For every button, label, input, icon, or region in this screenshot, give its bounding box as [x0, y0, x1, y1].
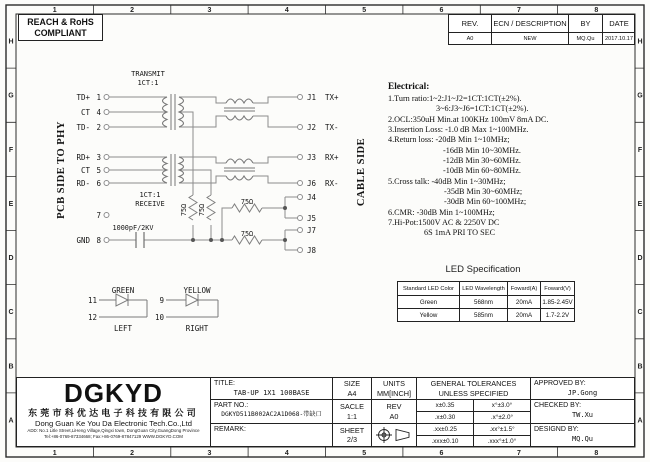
spec-line: -12dB Min 30~60MHz.	[443, 156, 521, 166]
jack-label: J4	[307, 193, 317, 202]
tolerance-cell: .xx±0.25	[417, 424, 474, 436]
tolerance-cell: .xx°±1.5°	[474, 424, 531, 436]
pin-label: TD+	[76, 93, 90, 102]
size-value: A4	[347, 388, 357, 398]
tolerance-cell: .xxx°±1.0°	[474, 436, 531, 446]
jack-signal: TX-	[325, 123, 339, 132]
company-name-en: Dong Guan Ke You Da Electronic Tech.Co.,Ltd	[35, 419, 192, 428]
jack-signal: TX+	[325, 93, 339, 102]
pin-number: 3	[96, 153, 101, 162]
cable-side-label: CABLE SIDE	[356, 137, 367, 207]
capacitor-value: 1000pF/2KV	[112, 224, 154, 232]
green-led	[88, 286, 147, 333]
electrical-title: Electrical:	[388, 82, 430, 92]
led-pin: 11	[87, 296, 97, 305]
rev-value-cell: 2017.10.17	[602, 32, 635, 44]
pin-number: 2	[96, 123, 101, 132]
receive-choke	[224, 159, 255, 180]
receive-transformer	[163, 154, 184, 186]
pin-number: 8	[96, 236, 101, 245]
transmit-label: TRANSMIT	[131, 70, 165, 78]
led-spec-cell: Yellow	[398, 308, 459, 321]
spec-line: 6.CMR: -30dB Min 1~100MHz;	[388, 207, 495, 217]
title-label: TITLE:	[214, 380, 236, 387]
transmit-choke	[224, 99, 255, 120]
approved-field	[531, 378, 634, 400]
sheet-field	[333, 424, 372, 446]
electrical-specs	[388, 82, 634, 239]
tolerance-cell: .xxx±0.10	[417, 436, 474, 446]
checked-label: CHECKED BY:	[534, 402, 582, 409]
zone-row: A	[637, 417, 643, 425]
pin-number: 1	[96, 93, 101, 102]
jack-signal: RX-	[325, 179, 339, 188]
units-label: UNITS	[383, 379, 405, 388]
zone-col: 2	[130, 450, 135, 457]
jack-label: J6	[307, 179, 317, 188]
zone-row: B	[8, 363, 14, 371]
compliance-line2: COMPLIANT	[34, 27, 87, 38]
zone-row: E	[8, 200, 14, 208]
pin-label: TD-	[76, 123, 90, 132]
rev-header-cell: DATE	[602, 15, 635, 32]
spec-line: -10dB Min 60~80MHz.	[443, 166, 521, 176]
tolerance-cell: .x±0.30	[417, 412, 474, 424]
jack-label: J2	[307, 123, 317, 132]
tolerance-cell: x±0.35	[417, 400, 474, 412]
zone-col: 5	[362, 7, 367, 14]
zone-col: 3	[207, 7, 212, 14]
spec-line: -35dB Min 30~60MHz;	[444, 187, 523, 197]
pin-label: RD+	[76, 153, 90, 162]
compliance-badge	[18, 14, 103, 41]
pcb-side-label: PCB SIDE TO PHY	[56, 121, 67, 219]
zone-row: H	[637, 38, 643, 46]
led-position-label: LEFT	[113, 324, 133, 333]
rev-header-cell: ECN / DESCRIPTION	[491, 15, 568, 32]
led-spec-header: Foward(V)	[540, 282, 574, 295]
rev-value: A0	[389, 411, 399, 421]
pin-label: GND	[76, 236, 90, 245]
spec-line: -30dB Min 60~100MHz;	[444, 197, 527, 207]
jack-label: J3	[307, 153, 317, 162]
led-spec-header: Standard LED Color	[403, 285, 454, 292]
units-value: MM[INCH]	[376, 388, 412, 398]
zone-col: 3	[207, 450, 212, 457]
zone-row: D	[637, 255, 643, 263]
led-spec-cell: 1.85-2.45V	[540, 295, 574, 308]
tolerance-header-line2: UNLESS SPECIFIED	[438, 388, 509, 398]
led-pin: 9	[159, 296, 164, 305]
pin-number: 7	[96, 211, 101, 220]
led-spec-cell: 1.7-2.2V	[540, 308, 574, 321]
led-color-label: GREEN	[111, 286, 135, 295]
jack-signal: RX+	[325, 153, 339, 162]
zone-col: 2	[130, 7, 135, 14]
rev-value-cell: A0	[449, 32, 491, 44]
tolerance-cell: .x°±2.0°	[474, 412, 531, 424]
zone-col: 8	[594, 7, 599, 14]
approved-label: APPROVED BY:	[534, 380, 586, 387]
cable-jacks	[298, 95, 303, 253]
spec-line: 3~6:J3~J6=1CT:1CT(±2%).	[436, 104, 529, 114]
company-address: ADD: No.1 Litle Street,LiHeng Village,Qingxi town, DongGuan City,GuangDong Province	[27, 428, 200, 433]
zone-row: C	[8, 309, 14, 317]
units-field	[372, 378, 417, 400]
pin-number: 4	[96, 108, 101, 117]
pin-number: 5	[96, 166, 101, 175]
pin-label: RD-	[76, 179, 90, 188]
title-block	[16, 377, 635, 447]
zone-row: F	[637, 146, 643, 154]
zone-col: 6	[439, 450, 444, 457]
receive-ratio: 1CT:1	[139, 191, 161, 199]
size-label: SIZE	[343, 379, 361, 388]
sheet-value: 2/3	[346, 435, 358, 444]
zone-row: A	[8, 417, 14, 425]
spec-line: 5.Cross talk: -40dB Min 1~30MHz;	[388, 176, 506, 186]
remark-label: REMARK:	[214, 426, 246, 433]
spec-line: 1.Turn ratio:1~2:J1~J2=1CT:1CT(±2%).	[388, 94, 522, 103]
company-logo: DGKYD	[64, 378, 163, 408]
zone-col: 1	[52, 450, 57, 457]
led-spec-title: LED Specification	[445, 264, 521, 275]
spec-line: 4.Return loss: -20dB Min 1~10MHz;	[388, 135, 510, 145]
zone-row: B	[637, 363, 643, 371]
title-value: TAB-UP 1X1 100BASE	[233, 389, 310, 397]
spec-line: 3.Insertion Loss: -1.0 dB Max 1~100MHz.	[388, 125, 529, 135]
company-contact: Tel:+86-0769-87334668; Fax:+86-0769-87847129 WWW.DGKYD.COM	[44, 433, 183, 439]
resistor-value: 75Ω	[198, 203, 206, 217]
zone-col: 4	[284, 450, 289, 457]
zone-row: G	[8, 92, 14, 100]
zone-row: C	[637, 309, 643, 317]
zone-row: E	[637, 200, 643, 208]
pin-label: CT	[80, 108, 90, 117]
tolerance-cell: x°±3.0°	[474, 400, 531, 412]
transmit-ratio: 1CT:1	[137, 79, 159, 87]
yellow-led	[155, 286, 218, 333]
company-block	[17, 378, 211, 446]
jack-label: J5	[307, 214, 317, 223]
part-no-value: DGKYD511B002AC2A1D068-带缺口	[221, 411, 322, 418]
resistor-value: 75Ω	[240, 198, 254, 206]
zone-row: F	[8, 146, 14, 154]
zone-row: G	[637, 92, 643, 100]
zone-col: 1	[52, 7, 57, 14]
scale-label: SACLE	[340, 402, 364, 411]
spec-line: 7.Hi-Pot:1500V AC & 2250V DC	[388, 218, 500, 228]
transmit-transformer	[163, 94, 184, 130]
company-name-cn: 东莞市科优达电子科技有限公司	[28, 408, 199, 418]
rev-label: REV	[386, 402, 402, 411]
scale-field	[333, 400, 372, 424]
spec-line: -16dB Min 10~30MHz.	[443, 145, 521, 155]
led-spec-table	[397, 281, 575, 322]
jack-label: J1	[307, 93, 317, 102]
led-pin: 10	[154, 313, 164, 322]
revision-table	[448, 14, 635, 45]
pin-label: CT	[80, 166, 90, 175]
resistor-value: 75Ω	[180, 203, 188, 217]
zone-col: 6	[439, 7, 444, 14]
size-field	[333, 378, 372, 400]
led-pin: 12	[87, 313, 97, 322]
led-spec-cell: 20mA	[507, 308, 540, 321]
zone-col: 5	[362, 450, 367, 457]
led-spec-cell: 568nm	[459, 295, 507, 308]
jack-label: J8	[307, 246, 317, 255]
rev-header-cell: REV.	[461, 19, 479, 28]
title-field	[211, 378, 333, 400]
designed-label: DESIGND BY:	[534, 426, 579, 433]
led-spec-header: LED Wavelength	[459, 282, 507, 295]
led-color-label: YELLOW	[183, 286, 211, 295]
led-spec-header: Foward(A)	[507, 282, 540, 295]
zone-col: 7	[516, 7, 521, 14]
zone-col: 4	[284, 7, 289, 14]
led-spec-cell: Green	[398, 295, 459, 308]
pcb-pins	[104, 95, 109, 243]
sheet-label: SHEET	[339, 425, 365, 435]
compliance-line1: REACH & RoHS	[27, 17, 94, 27]
projection-symbol-icon	[372, 424, 417, 446]
rev-field	[372, 400, 417, 424]
spec-line: 6S 1mA PRI TO SEC	[424, 228, 496, 238]
zone-row: D	[8, 255, 14, 263]
rev-value-cell: NEW	[491, 32, 568, 44]
designed-value: MQ.Qu	[571, 435, 594, 443]
hv-capacitor	[136, 232, 144, 248]
part-no-field	[211, 400, 333, 424]
led-spec-cell: 585nm	[459, 308, 507, 321]
pin-number: 6	[96, 179, 101, 188]
tolerance-header-line1: GENERAL TOLERANCES	[430, 379, 517, 388]
projection-symbol	[372, 424, 417, 446]
zone-row: H	[8, 38, 14, 46]
scale-value: 1:1	[346, 411, 358, 421]
receive-label: RECEIVE	[135, 200, 165, 208]
remark-field	[211, 424, 333, 446]
led-position-label: RIGHT	[185, 324, 209, 333]
rev-value-cell: MQ.Qu	[568, 32, 602, 44]
designed-field	[531, 424, 634, 446]
spec-line: 2.OCL:350uH Min.at 100KHz 100mV 8mA DC.	[388, 114, 549, 124]
jack-label: J7	[307, 226, 317, 235]
resistor-value: 75Ω	[240, 230, 254, 238]
zone-col: 7	[516, 450, 521, 457]
zone-col: 8	[594, 450, 599, 457]
checked-value: TW.Xu	[571, 411, 594, 419]
approved-value: JP.Gong	[567, 389, 598, 397]
tolerance-header	[417, 378, 531, 400]
led-spec-cell: 20mA	[507, 295, 540, 308]
checked-field	[531, 400, 634, 424]
part-no-label: PART NO.:	[214, 402, 249, 409]
rev-header-cell: BY	[568, 15, 602, 32]
